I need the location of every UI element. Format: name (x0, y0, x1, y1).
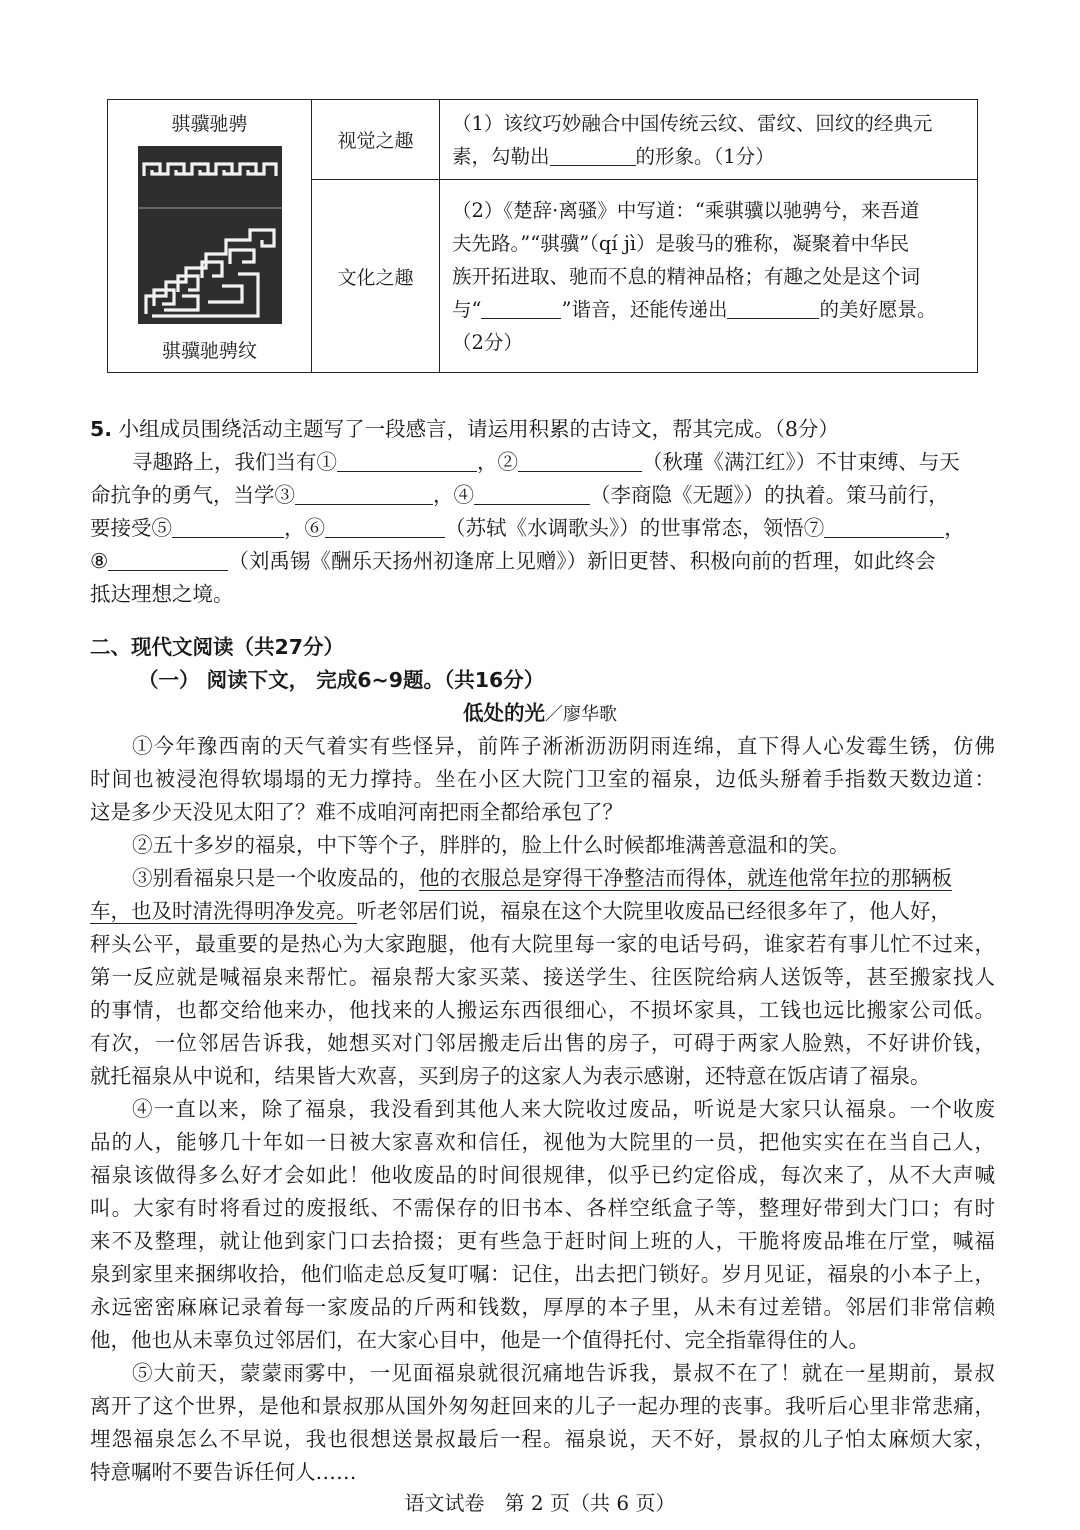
culture-label: 文化之趣 (312, 180, 440, 373)
p5-line: 埋怨福泉怎么不早说，我也很想送景叔最后一程。福泉说，天不好，景叔的儿子怕太麻烦大家， (90, 1427, 995, 1451)
visual-label: 视觉之趣 (312, 100, 440, 180)
p4-line: ④一直以来，除了福泉，我没看到其他人来大院收过废品，听说是大家只认福泉。一个收废 (132, 1097, 995, 1121)
image-cell (108, 100, 312, 373)
p4-line: 泉到家里来捆绑收拾，他们临走总反复叮嘱：记住，出去把门锁好。岁月见证，福泉的小本子上， (90, 1262, 995, 1286)
blank-6[interactable] (325, 517, 445, 539)
underlined-sentence: 车，也及时清洗得明净发亮。 (90, 899, 357, 923)
q5-title: 5. 小组成员围绕活动主题写了一段感言，请运用积累的古诗文，帮其完成。（8分） (90, 417, 839, 441)
p5-line: ⑤大前天，蒙蒙雨雾中，一见面福泉就很沉痛地告诉我，景叔不在了！就在一星期前，景叔 (132, 1361, 995, 1385)
p4-line: 福泉该做得多么好才会如此！他收废品的时间很规律，似乎已约定俗成，每次来了，从不大声喊 (90, 1163, 995, 1187)
q2-line: （2分） (452, 330, 523, 354)
blank-5[interactable] (172, 517, 284, 539)
q5-line-1: 寻趣路上，我们当有① ，② （秋瑾《满江红》）不甘束缚、与天 (132, 450, 960, 474)
q2-line: 与“ ”谐音，还能传递出 的美好愿景。 (452, 297, 937, 321)
q2-line: 夫先路。”“骐骥”（qí jì）是骏马的雅称，凝聚着中华民 (452, 231, 910, 255)
p3-line: 有次，一位邻居告诉我，她想买对门邻居搬走后出售的房子，可碍于两家人脸熟，不好讲价钱， (90, 1031, 995, 1055)
p5-line: 离开了这个世界，是他和景叔那从国外匆匆赶回来的儿子一起办理的丧事。我听后心里非常悲痛， (90, 1394, 995, 1418)
p1-line: ①今年豫西南的天气着实有些怪异，前阵子淅淅沥沥阴雨连绵，直下得人心发霉生锈，仿佛 (132, 734, 995, 758)
p5-line: 特意嘱咐不要告诉任何人…… (90, 1460, 357, 1484)
article-author: ／廖华歌 (545, 704, 617, 725)
p3-line: 车，也及时清洗得明净发亮。听老邻居们说，福泉在这个大院里收废品已经很多年了，他人好， (90, 899, 951, 923)
page-footer: 语文试卷 第 2 页（共 6 页） (404, 1491, 676, 1515)
subsection-heading: （一） 阅读下文， 完成6~9题。（共16分） (138, 668, 545, 692)
visual-question (440, 100, 978, 180)
p4-line: 品的人，能够几十年如一日被大家喜欢和信任，视他为大院里的一员，把他实实在在当自己人， (90, 1130, 995, 1154)
q2-line: 族开拓进取、驰而不息的精神品格；有趣之处是这个词 (452, 264, 921, 288)
qiji-pattern-image (138, 146, 282, 324)
image-title: 骐骥驰骋 (171, 113, 248, 135)
p4-line: 永远密密麻麻记录着每一家废品的斤两和钱数，厚厚的本子里，从未有过差错。邻居们非常信赖 (90, 1295, 995, 1319)
p3-line: 的事情，也都交给他来办，他找来的人搬运东西很细心，不损坏家具，工钱也远比搬家公司低。 (90, 998, 995, 1022)
image-caption: 骐骥驰骋纹 (161, 340, 257, 362)
article-title-line (0, 696, 1080, 726)
q5-line-4: ⑧ （刘禹锡《酬乐天扬州初逢席上见赠》）新旧更替、积极向前的哲理，如此终会 (90, 549, 936, 573)
blank-8[interactable] (108, 550, 228, 572)
p4-line: 他，他也从未辜负过邻居们，在大家心目中，他是一个值得托付、完全指靠得住的人。 (90, 1328, 869, 1352)
answer-blank[interactable] (727, 298, 819, 319)
q1-line: （1）该纹巧妙融合中国传统云纹、雷纹、回纹的经典元 (452, 111, 933, 135)
p3-line: 就托福泉从中说和，结果皆大欢喜，买到房子的这家人为表示感谢，还特意在饭店请了福泉。 (90, 1064, 931, 1088)
q1-line: 素，勾勒出 的形象。（1分） (452, 144, 775, 168)
p2-line: ②五十多岁的福泉，中下等个子，胖胖的，脸上什么时候都堆满善意温和的笑。 (132, 833, 850, 857)
blank-3[interactable] (295, 484, 433, 506)
p3-line: 第一反应就是喊福泉来帮忙。福泉帮大家买菜、接送学生、往医院给病人送饭等，甚至搬家找人 (90, 965, 995, 989)
p4-line: 来不及整理，就让他到家门口去拾掇；更有些急于赶时间上班的人，干脆将废品堆在厅堂，喊福 (90, 1229, 995, 1253)
p1-line: 时间也被浸泡得软塌塌的无力撑持。坐在小区大院门卫室的福泉，边低头掰着手指数天数边道： (90, 767, 995, 791)
culture-question (440, 180, 978, 373)
p4-line: 叫。大家有时将看过的废报纸、不需保存的旧书本、各样空纸盒子等，整理好带到大门口；有时 (90, 1196, 995, 1220)
blank-7[interactable] (824, 517, 944, 539)
blank-2[interactable] (518, 451, 642, 473)
answer-blank[interactable] (481, 298, 561, 319)
section-heading: 二、现代文阅读（共27分） (90, 635, 345, 659)
q5-line-5: 抵达理想之境。 (90, 582, 234, 606)
blank-1[interactable] (337, 451, 477, 473)
article-title: 低处的光 (463, 701, 545, 725)
answer-blank[interactable] (550, 145, 636, 166)
q5-line-2: 命抗争的勇气，当学③ ，④ （李商隐《无题》）的执着。策马前行， (90, 483, 949, 507)
p1-line: 这是多少天没见太阳了？难不成咱河南把雨全都给承包了？ (90, 800, 623, 824)
q2-line: （2）《楚辞·离骚》中写道：“乘骐骥以驰骋兮，来吾道 (452, 198, 920, 222)
blank-4[interactable] (474, 484, 590, 506)
p3-line: ③别看福泉只是一个收废品的，他的衣服总是穿得干净整洁而得体，就连他常年拉的那辆板 (132, 866, 952, 890)
p3-line: 秤头公平，最重要的是热心为大家跑腿，他有大院里每一家的电话号码，谁家若有事儿忙不过来， (90, 932, 995, 956)
underlined-sentence: 他的衣服总是穿得干净整洁而得体，就连他常年拉的那辆板 (419, 866, 952, 890)
q5-line-3: 要接受⑤ ，⑥ （苏轼《水调歌头》）的世事常态，领悟⑦ ， (90, 516, 965, 540)
question-table (107, 99, 978, 373)
